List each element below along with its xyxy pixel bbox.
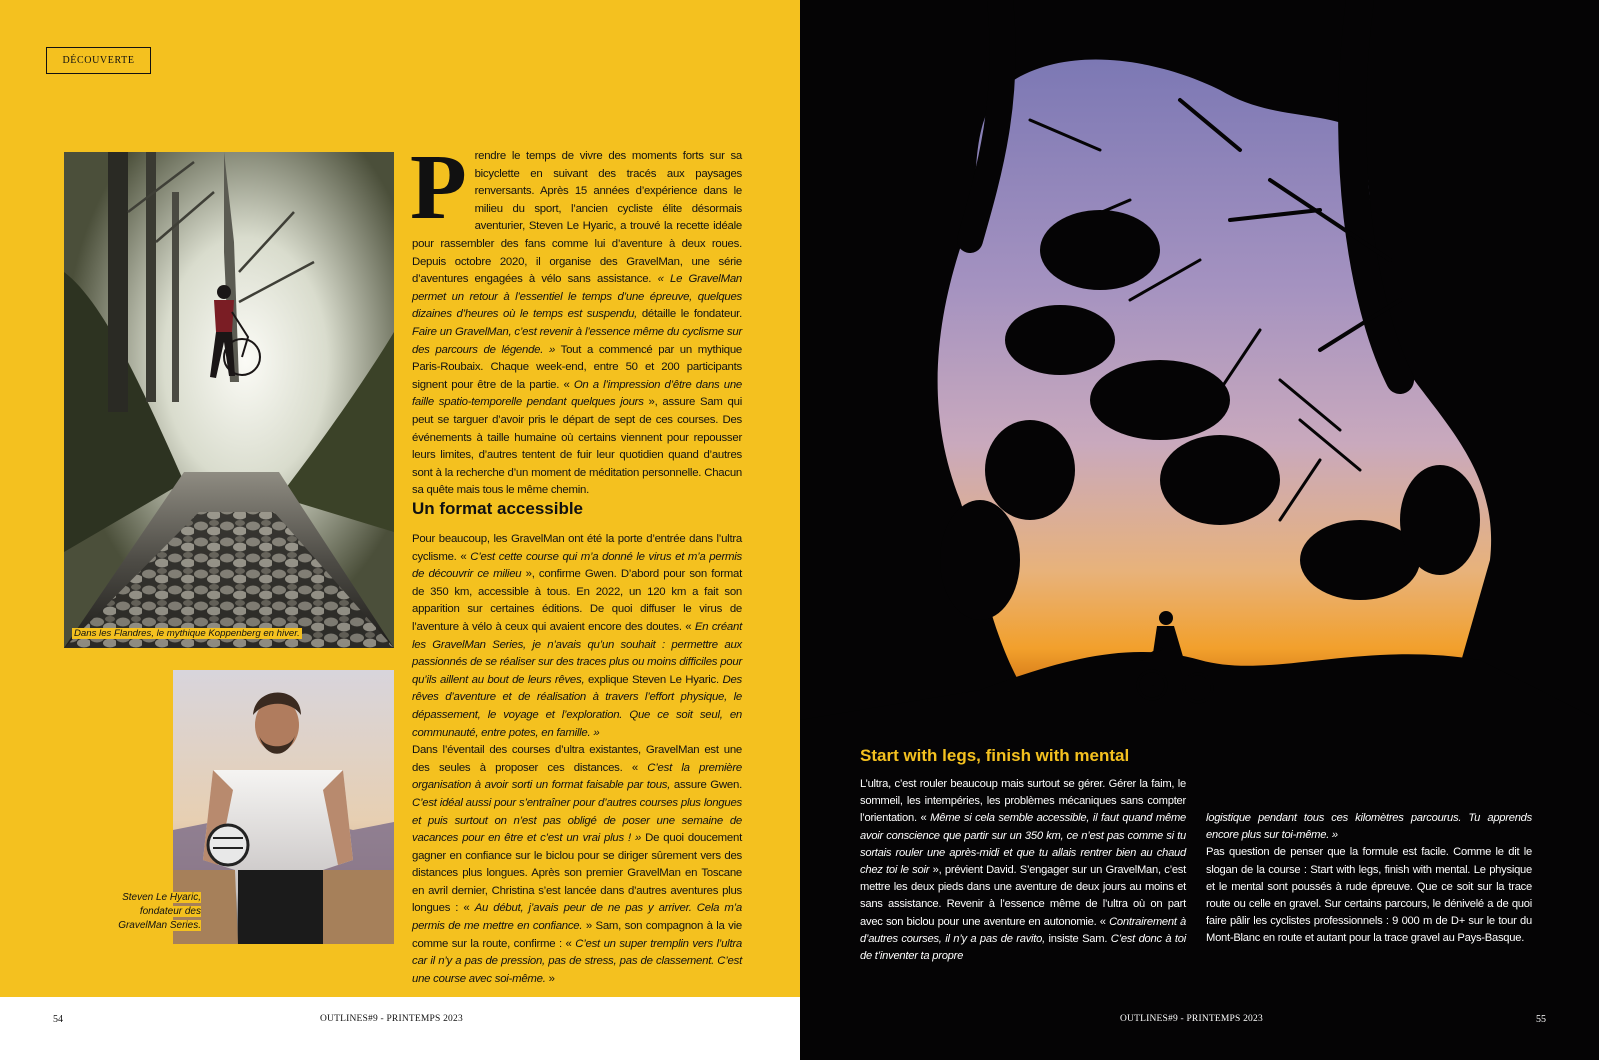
text-run: L’ultra, c’est rouler beaucoup mais surtout se gérer. Gérer la faim, le sommeil, les intempéries, les problèmes mécaniques sans compter l’orientation. « (860, 778, 1186, 825)
cobblestone-photo-caption: Dans les Flandres, le mythique Koppenberg en hiver. (74, 628, 300, 639)
quote-run: En créant les GravelMan Series, je n’avais qu’un souhait : permettre aux passionnés de se réaliser sur des traces plus ou moins difficiles pour qu’ils aillent au bout de leurs rêves, (412, 620, 742, 686)
cobblestone-road-photo (64, 152, 394, 648)
article-intro (410, 136, 743, 500)
quote-run: Même si cela semble accessible, il faut quand même avoir conscience que partir sur un 350 km, ce n’est pas comme si tu sortais rouler une après-midi et que tu allais rentrer bien au chaud chez toi le soir (860, 812, 1186, 877)
steven-le-hyaric-portrait (173, 670, 394, 944)
quote-run: C’est un super tremplin vers l’ultra car il n’y a pas de pression, pas de stress, pas de classement. C’est une course avec soi-même. (412, 937, 742, 985)
quote-run: Faire un GravelMan, c’est revenir à l’essence même du cyclisme sur des parcours de légende. » (412, 325, 742, 356)
right-page (800, 0, 1599, 1060)
subheading-start-with-legs: Start with legs, finish with mental (860, 746, 1130, 765)
quote-run: C’est idéal aussi pour s’entraîner pour d’autres courses plus longues et puis surtout on n’est pas obligé de poser une semaine de vacances pour en être et c’est un vrai plus ! » (412, 796, 742, 845)
paragraph (412, 742, 742, 988)
text-run: », assure Sam qui peut se targuer d’avoir pris le départ de sept de ces courses. Des événements à taille humaine où certains viennent pour repousser leurs limites, d’autres tentent de fuir leur quotidien quand d’autres sont à la recherche d’un moment de méditation personnelle. Chacun sa quête mais tous le même chemin. (412, 396, 742, 497)
dropcap: P (410, 136, 467, 239)
quote-run: On a l’impression d’être dans une faille spatio-temporelle pendant quelques jours (412, 378, 743, 409)
quote-run: C’est donc à toi de t’inventer ta propre (860, 932, 1186, 963)
text-run: Pas question de penser que la formule est facile. Comme le dit le slogan de la course : Start with legs, finish with mental. Le physique et le mental sont poussés à rude épreuve. Que ce soit sur la trace route ou celle en gravel. Sur certains parcours, le dénivelé a de quoi faire pâlir les cyclistes professionnels : 9 000 m de D+ sur le tour du Mont-Blanc en route et autant pour la trace gravel au Pays-Basque. (1206, 846, 1532, 945)
quote-run: C’est la première organisation à avoir sorti un format faisable par tous, (412, 761, 742, 792)
quote-run: Des rêves d’aventure et de réalisation à travers l’effort physique, le dépassement, le voyage et l’exploration. Que ce soit seul, en communauté, entre potes, en famille. » (412, 673, 742, 739)
silhouette-cyclist-photo (800, 0, 1599, 720)
text-run: Pour beaucoup, les GravelMan ont été la porte d’entrée dans l’ultra cyclisme. « (412, 533, 742, 563)
folio: OUTLINES#9 - PRINTEMPS 2023 (320, 1014, 463, 1024)
text-run: insiste Sam. (1044, 932, 1111, 945)
right-column-2 (1206, 810, 1532, 948)
text-run: détaille le fondateur. (637, 308, 742, 321)
page-number: 55 (1536, 1014, 1546, 1025)
text-run: » Sam, son compagnon à la vie comme sur la route, confirme : « (412, 920, 742, 950)
text-run: Dans l’éventail des courses d’ultra existantes, GravelMan est une des seules à proposer ces distances. « (412, 744, 742, 774)
portrait-caption-line-2: fondateur des (139, 906, 201, 917)
text-run: De quoi doucement gagner en confiance sur le biclou pour se diriger sûrement vers des distances plus longues. Après son premier GravelMan en Toscane en avril dernier, Christina s’est lancée dans d’autres aventures plus longues : « (412, 832, 742, 915)
text-run: assure Gwen. (670, 779, 742, 792)
page-number: 54 (53, 1014, 63, 1025)
text-run: » (545, 972, 555, 985)
portrait-caption (100, 891, 201, 933)
quote-run: Au début, j’avais peur de ne pas y arriver. Cela m’a permis de me mettre en confiance. (412, 902, 742, 933)
paragraph (1206, 810, 1532, 844)
text-run: », prévient David. S’engager sur un GravelMan, c’est mettre les deux pieds dans une aventure de deux jours au moins et sans assistance. Revenir à l’essence même de l’ultra où on part avec son biclou pour une aventure en autonomie. « (860, 864, 1186, 928)
text-run: », confirme Gwen. D’abord pour son format de 350 km, accessible à tous. En 2022, un 120 km a fait son apparition sur certaines éditions. De quoi diffuser le virus de l’aventure à vélo à ceux qui avaient encore des doutes. « (412, 568, 742, 633)
right-column-1 (860, 776, 1186, 965)
folio: OUTLINES#9 - PRINTEMPS 2023 (1120, 1014, 1263, 1024)
quote-run: Contrairement à d’autres courses, il n’y a pas de ravito, (860, 915, 1186, 945)
article-body (412, 531, 742, 988)
section-tag: DÉCOUVERTE (46, 47, 151, 74)
portrait-caption-line-3: GravelMan Series. (118, 920, 201, 931)
quote-run: logistique pendant tous ces kilomètres parcourus. Tu apprends encore plus sur toi-même. » (1206, 812, 1532, 842)
paragraph (412, 531, 742, 742)
text-run: rendre le temps de vivre des moments forts sur sa bicyclette en suivant des tracés aux paysages renversants. Après 15 années d’expérience dans le milieu du sport, l’ancien cycliste élite désormais aventurier, Steven Le Hyaric, a trouvé la recette idéale pour rassembler des fans comme lui d’aventure à deux roues. Depuis octobre 2020, il organise des GravelMan, une série d’aventures engagées à vélo sans assistance. (412, 150, 742, 286)
quote-run: C’est cette course qui m’a donné le virus et m’a permis de découvrir ce milieu (412, 550, 742, 581)
quote-run: « Le GravelMan permet un retour à l’essentiel le temps d’une épreuve, quelques dizaines d’heures où le temps est suspendu, (412, 273, 742, 321)
subheading-accessible-format: Un format accessible (412, 499, 584, 518)
text-run: explique Steven Le Hyaric. (584, 673, 723, 686)
text-run: Tout a commencé par un mythique Paris-Roubaix. Chaque week-end, entre 50 et 200 participants signent pour être de la partie. « (412, 343, 742, 391)
paragraph (1206, 844, 1532, 947)
portrait-caption-line-1: Steven Le Hyaric, (122, 892, 201, 903)
